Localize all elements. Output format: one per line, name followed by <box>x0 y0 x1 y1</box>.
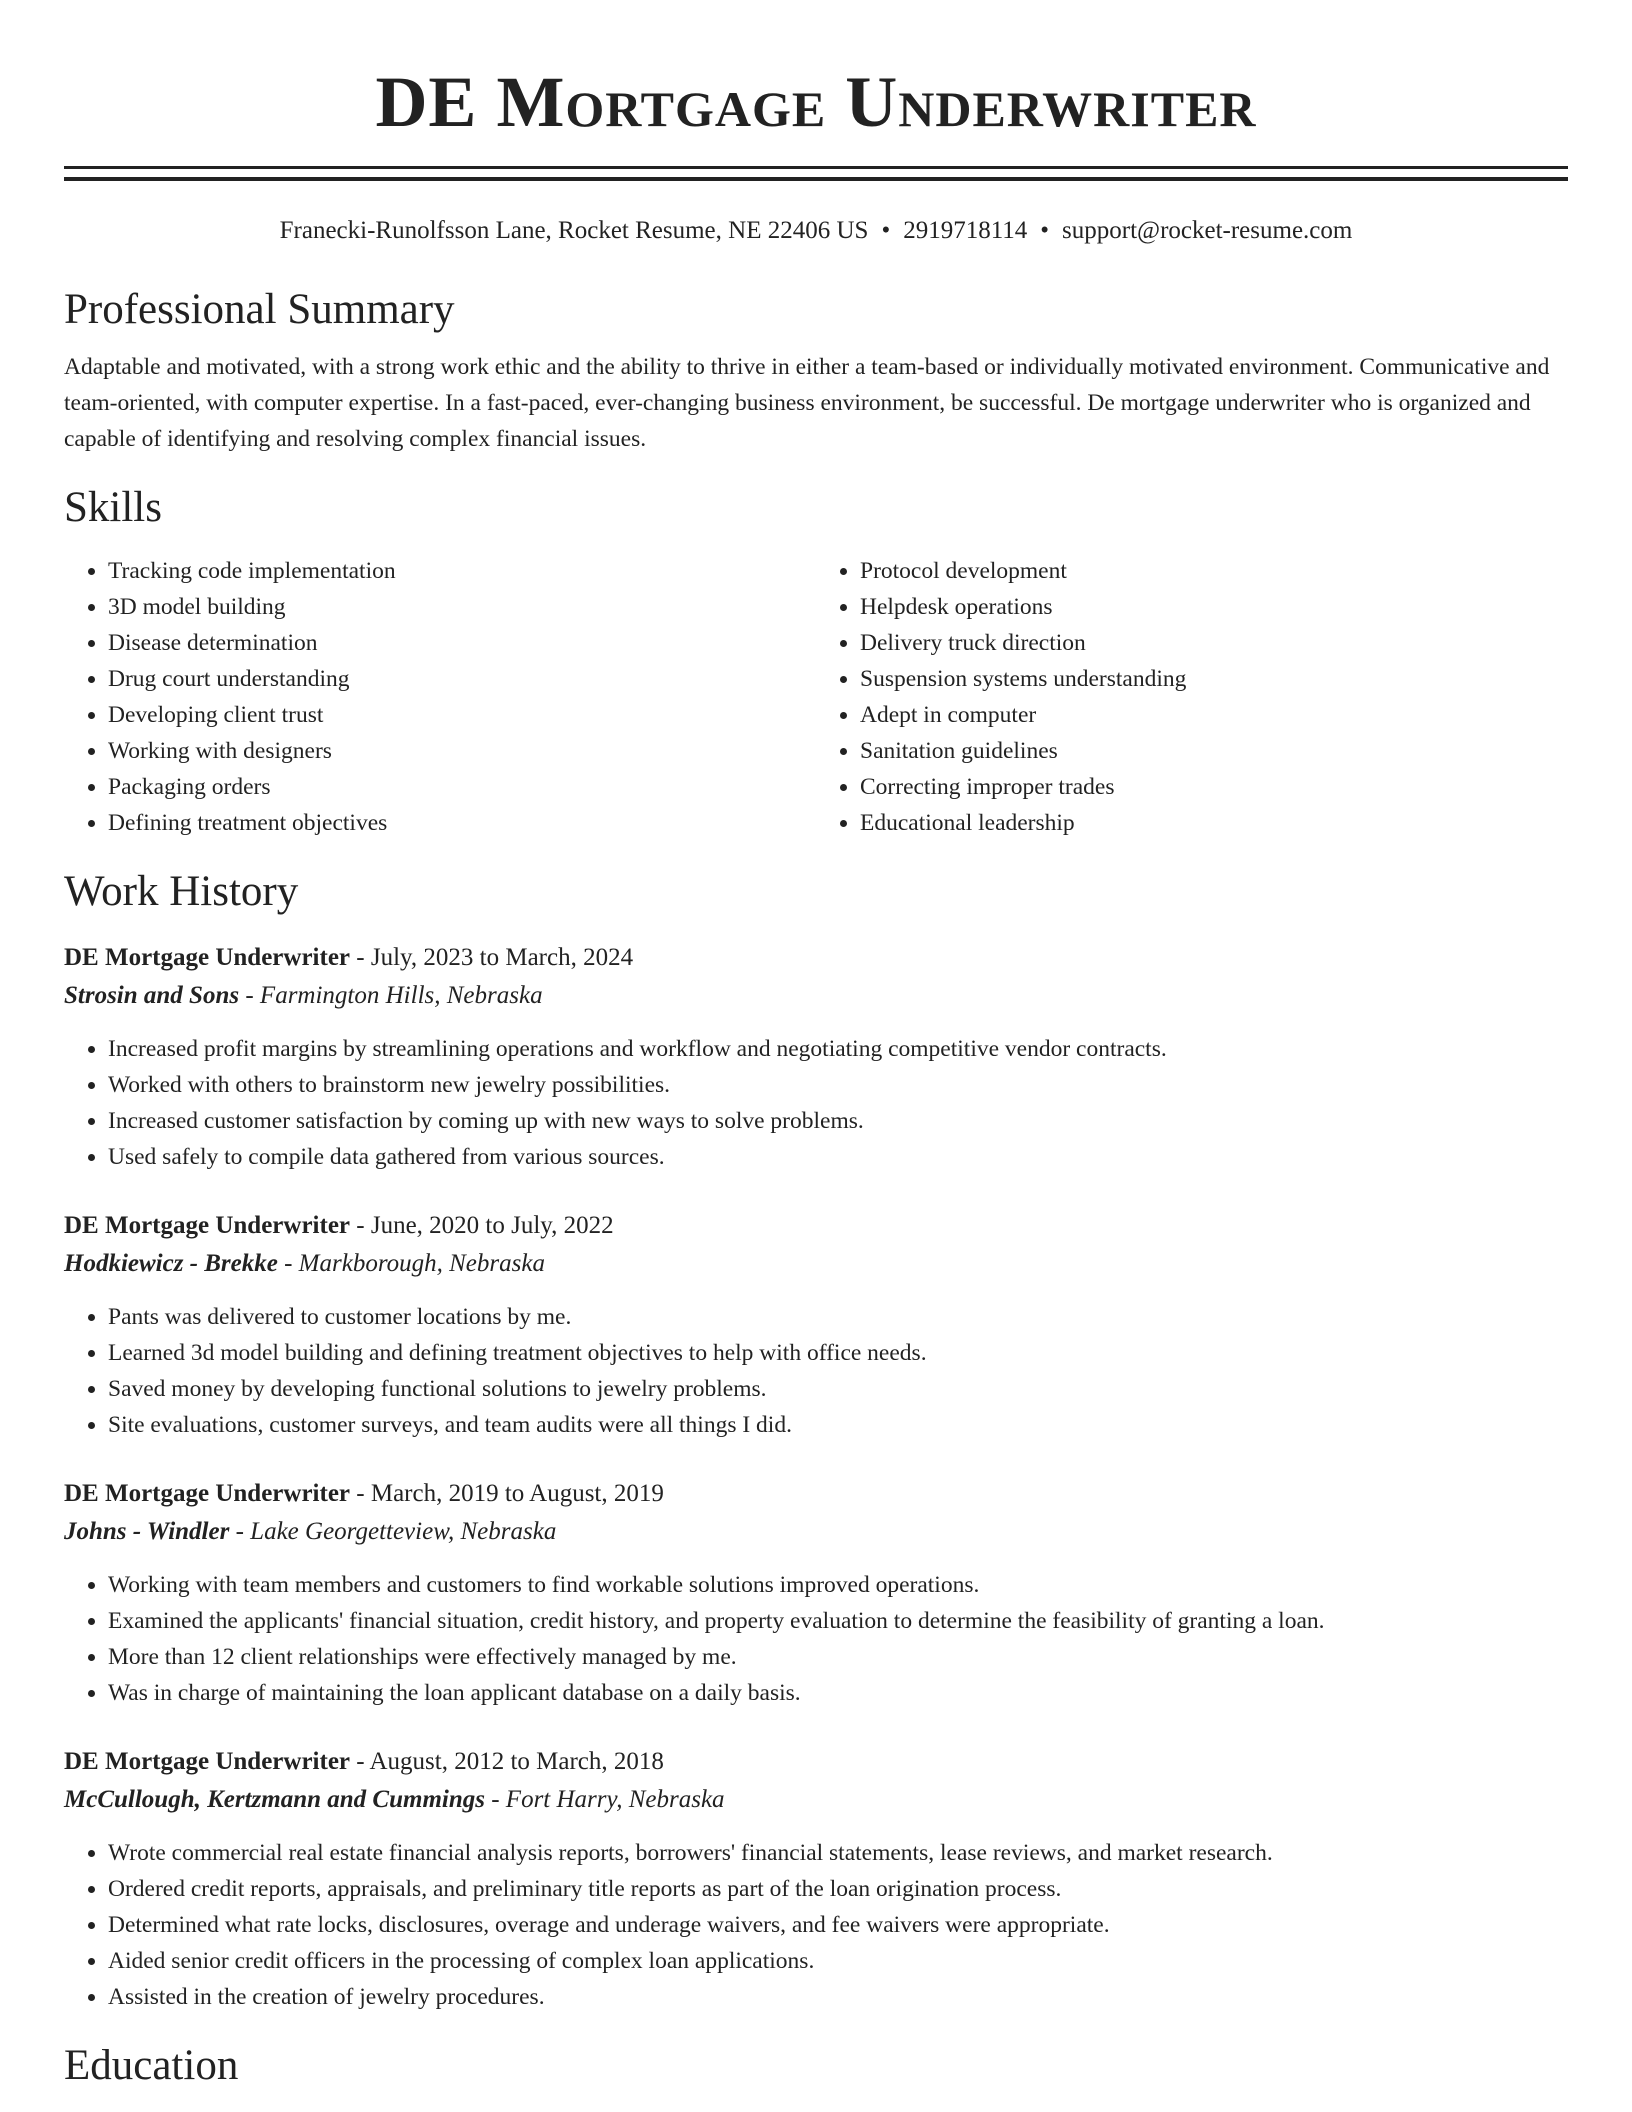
skill-item: • Helpdesk operations <box>860 589 1568 625</box>
contact-line <box>64 215 1568 247</box>
job-title: DE Mortgage Underwriter <box>64 1212 351 1239</box>
job-bullet: • More than 12 client relationships were effectively managed by me. <box>108 1639 1568 1675</box>
skill-item: • 3D model building <box>108 589 816 625</box>
skill-item: • Packaging orders <box>108 769 816 805</box>
job-bullet: • Assisted in the creation of jewelry procedures. <box>108 1979 1568 2015</box>
skill-item: • Disease determination <box>108 625 816 661</box>
skills-columns <box>64 553 1568 841</box>
skill-item: • Sanitation guidelines <box>860 733 1568 769</box>
job-company: Strosin and Sons <box>64 982 240 1009</box>
job-location: - Lake Georgetteview, Nebraska <box>229 1518 557 1545</box>
job-bullet: • Site evaluations, customer surveys, and team audits were all things I did. <box>108 1407 1568 1443</box>
job-bullet: • Aided senior credit officers in the processing of complex loan applications. <box>108 1943 1568 1979</box>
contact-separator: • <box>881 217 891 244</box>
section-heading-work-history: Work History <box>64 868 299 915</box>
skill-item: • Adept in computer <box>860 697 1568 733</box>
job-company: Johns - Windler <box>64 1518 230 1545</box>
job-company-line <box>64 1513 1568 1551</box>
job-dates: - March, 2019 to August, 2019 <box>350 1480 664 1507</box>
job-bullet: • Examined the applicants' financial situation, credit history, and property evaluation to determine the feasibility of granting a loan. <box>108 1603 1568 1639</box>
job-company-line <box>64 1781 1568 1819</box>
job-bullet: • Saved money by developing functional solutions to jewelry problems. <box>108 1371 1568 1407</box>
job-company: McCullough, Kertzmann and Cummings <box>64 1786 485 1813</box>
skill-item: • Developing client trust <box>108 697 816 733</box>
job-bullet: • Worked with others to brainstorm new jewelry possibilities. <box>108 1067 1568 1103</box>
job-dates: - July, 2023 to March, 2024 <box>350 944 634 971</box>
job-bullet: • Learned 3d model building and defining treatment objectives to help with office needs. <box>108 1335 1568 1371</box>
job-location: - Farmington Hills, Nebraska <box>239 982 543 1009</box>
skills-list-left <box>64 553 816 841</box>
job-bullets <box>64 1567 1568 1711</box>
job-bullets <box>64 1299 1568 1443</box>
contact-phone: 2919718114 <box>903 217 1028 244</box>
job-entry <box>64 1475 1568 1711</box>
contact-email: support@rocket-resume.com <box>1062 217 1353 244</box>
job-bullets <box>64 1835 1568 2015</box>
section-heading-summary: Professional Summary <box>64 286 455 333</box>
summary-text: Adaptable and motivated, with a strong work ethic and the ability to thrive in either a team-based or individually motivated environment. Communicative and team-oriented, with computer expertise. In a fast-paced, ever-changing business environment, be successful. De mortgage underwriter who is organized and capable of identifying and resolving complex financial issues. <box>64 354 1550 452</box>
resume-title: DE Mortgage Underwriter <box>375 62 1257 142</box>
title-double-rule <box>64 166 1568 181</box>
job-bullet: • Was in charge of maintaining the loan applicant database on a daily basis. <box>108 1675 1568 1711</box>
contact-address: Franecki-Runolfsson Lane, Rocket Resume, NE 22406 US <box>279 217 869 244</box>
skill-item: • Suspension systems understanding <box>860 661 1568 697</box>
skill-item: • Defining treatment objectives <box>108 805 816 841</box>
contact-separator: • <box>1040 217 1050 244</box>
job-dates: - June, 2020 to July, 2022 <box>350 1212 614 1239</box>
job-bullets <box>64 1031 1568 1175</box>
job-entry <box>64 1207 1568 1443</box>
job-location: - Markborough, Nebraska <box>277 1250 545 1277</box>
job-title-line <box>64 939 1568 977</box>
job-company-line <box>64 977 1568 1015</box>
job-bullet: • Increased profit margins by streamlining operations and workflow and negotiating competitive vendor contracts. <box>108 1031 1568 1067</box>
skill-item: • Tracking code implementation <box>108 553 816 589</box>
skill-item: • Delivery truck direction <box>860 625 1568 661</box>
job-title: DE Mortgage Underwriter <box>64 944 351 971</box>
skill-item: • Working with designers <box>108 733 816 769</box>
job-bullet: • Wrote commercial real estate financial analysis reports, borrowers' financial statements, lease reviews, and market research. <box>108 1835 1568 1871</box>
job-title-line <box>64 1207 1568 1245</box>
job-bullet: • Determined what rate locks, disclosures, overage and underage waivers, and fee waivers were appropriate. <box>108 1907 1568 1943</box>
job-title: DE Mortgage Underwriter <box>64 1748 351 1775</box>
job-entry <box>64 1743 1568 2015</box>
job-bullet: • Working with team members and customers to find workable solutions improved operations. <box>108 1567 1568 1603</box>
job-title-line <box>64 1475 1568 1513</box>
job-bullet: • Ordered credit reports, appraisals, and preliminary title reports as part of the loan origination process. <box>108 1871 1568 1907</box>
job-company: Hodkiewicz - Brekke <box>64 1250 278 1277</box>
job-title: DE Mortgage Underwriter <box>64 1480 351 1507</box>
job-bullet: • Increased customer satisfaction by coming up with new ways to solve problems. <box>108 1103 1568 1139</box>
job-entry <box>64 939 1568 1175</box>
skill-item: • Correcting improper trades <box>860 769 1568 805</box>
job-company-line <box>64 1245 1568 1283</box>
skill-item: • Educational leadership <box>860 805 1568 841</box>
job-title-line <box>64 1743 1568 1781</box>
skills-list-right <box>816 553 1568 841</box>
section-heading-education: Education <box>64 2042 239 2089</box>
job-location: - Fort Harry, Nebraska <box>484 1786 725 1813</box>
job-dates: - August, 2012 to March, 2018 <box>350 1748 664 1775</box>
skill-item: • Drug court understanding <box>108 661 816 697</box>
job-bullet: • Pants was delivered to customer locations by me. <box>108 1299 1568 1335</box>
skill-item: • Protocol development <box>860 553 1568 589</box>
job-bullet: • Used safely to compile data gathered from various sources. <box>108 1139 1568 1175</box>
section-heading-skills: Skills <box>64 484 162 531</box>
